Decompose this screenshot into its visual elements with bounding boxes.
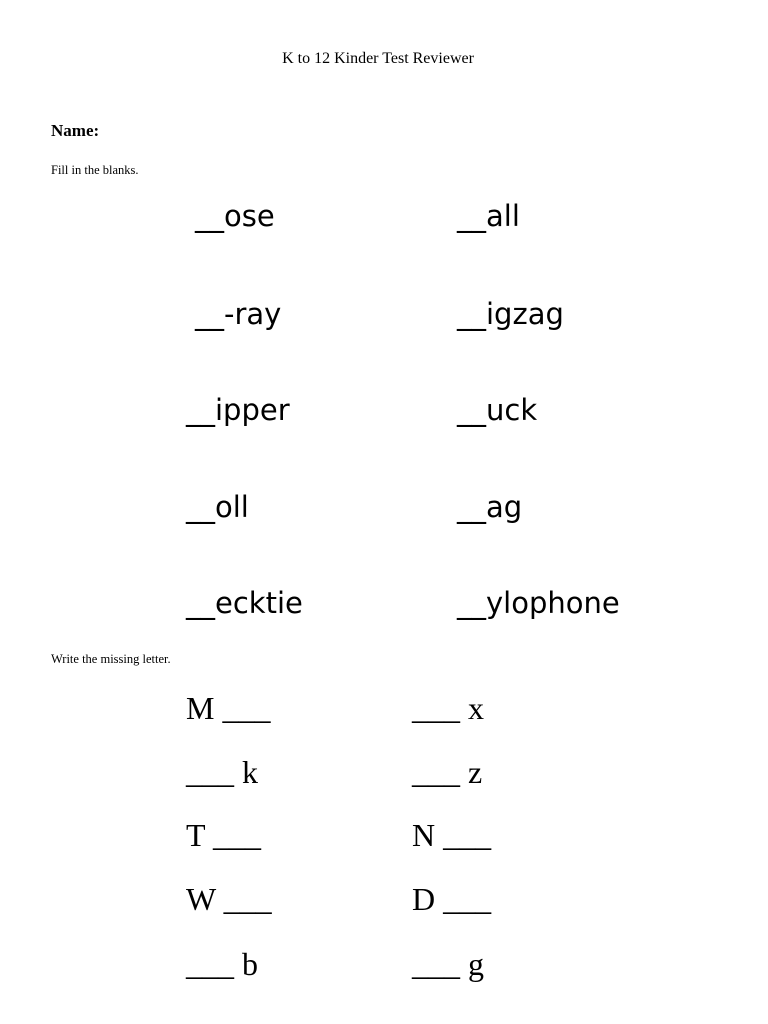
missing-letter-instruction: Write the missing letter. [51,652,171,666]
fill-blank-item: __ipper [186,393,290,427]
missing-letter-item: T ___ [186,817,261,853]
missing-letter-item: D ___ [412,881,492,917]
fill-blank-item: __igzag [457,297,564,331]
name-label: Name: [51,121,100,140]
fill-blank-item: __all [457,199,520,233]
missing-letter-item: ___ x [412,690,484,726]
fill-blank-item: __ecktie [186,586,303,620]
missing-letter-item: N ___ [412,817,492,853]
fill-blank-item: __oll [186,490,249,524]
fill-blank-item: __ose [195,199,275,233]
fill-blank-item: __ag [457,490,523,524]
missing-letter-item: W ___ [186,881,272,917]
fill-blank-item: __ylophone [457,586,620,620]
page-title: K to 12 Kinder Test Reviewer [282,50,474,67]
missing-letter-item: ___ z [412,754,483,790]
fill-blank-item: __uck [457,393,538,427]
missing-letter-item: ___ b [186,946,258,982]
fill-blank-item: __-ray [195,297,282,331]
missing-letter-item: M ___ [186,690,271,726]
missing-letter-item: ___ g [412,946,484,982]
fill-blanks-instruction: Fill in the blanks. [51,163,139,177]
missing-letter-item: ___ k [186,754,258,790]
